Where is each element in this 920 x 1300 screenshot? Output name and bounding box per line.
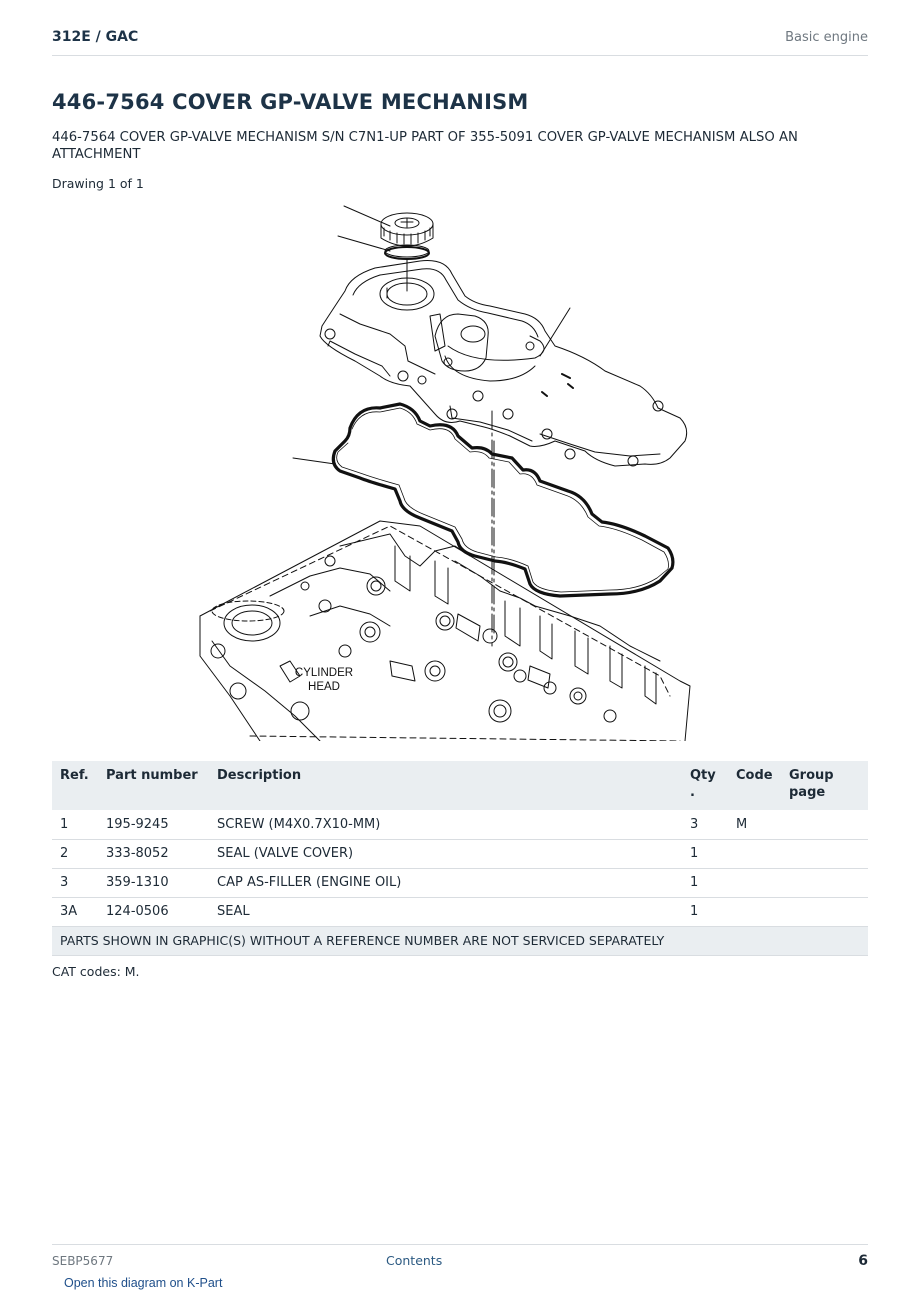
header-code: Code <box>736 768 773 783</box>
table-row <box>52 897 868 926</box>
valve-cover-part <box>320 261 687 466</box>
header-part-number: Part number <box>106 768 198 783</box>
header-description: Description <box>217 768 302 783</box>
cell-code: M <box>728 810 781 839</box>
page-header <box>52 26 868 56</box>
cell-code <box>728 897 781 926</box>
cell-code <box>728 839 781 868</box>
cell-description: SEAL <box>209 897 682 926</box>
parts-table <box>52 761 868 956</box>
section-name: Basic engine <box>785 30 868 45</box>
cell-qty: 1 <box>682 897 728 926</box>
leader-line <box>344 206 390 226</box>
cell-qty: 1 <box>682 839 728 868</box>
leader-line <box>293 458 335 464</box>
table-header-row <box>52 761 868 810</box>
contents-link[interactable]: Contents <box>386 1253 443 1268</box>
document-id: SEBP5677 <box>52 1254 114 1268</box>
cell-ref: 3A <box>52 897 98 926</box>
open-in-kpart-link[interactable]: Open this diagram on K-Part <box>64 1276 223 1290</box>
cylinder-head-part <box>200 521 690 741</box>
cell-ref: 1 <box>52 810 98 839</box>
cell-group-page <box>781 868 868 897</box>
cell-part-number: 124-0506 <box>98 897 209 926</box>
header-ref: Ref. <box>60 768 89 783</box>
cell-group-page <box>781 839 868 868</box>
page-number: 6 <box>858 1253 868 1269</box>
page-footer <box>52 1244 868 1272</box>
page-title: 446-7564 COVER GP-VALVE MECHANISM <box>52 90 529 114</box>
cell-description: SCREW (M4X0.7X10-MM) <box>209 810 682 839</box>
cell-part-number: 359-1310 <box>98 868 209 897</box>
cell-qty: 3 <box>682 810 728 839</box>
leader-line <box>540 308 570 356</box>
filler-cap-part <box>381 213 433 291</box>
cell-group-page <box>781 897 868 926</box>
exploded-view-drawing <box>190 196 730 741</box>
machine-model: 312E / GAC <box>52 29 139 45</box>
header-group-page: Group page <box>789 768 834 800</box>
table-row <box>52 868 868 897</box>
cylinder-head-label-line2: HEAD <box>308 681 340 693</box>
cat-codes-note: CAT codes: M. <box>52 964 140 979</box>
cell-ref: 2 <box>52 839 98 868</box>
cell-group-page <box>781 810 868 839</box>
drawing-counter: Drawing 1 of 1 <box>52 176 144 191</box>
cell-code <box>728 868 781 897</box>
table-note-row <box>52 926 868 955</box>
header-qty: Qty . <box>690 768 716 800</box>
parts-diagram <box>190 196 730 741</box>
cell-part-number: 333-8052 <box>98 839 209 868</box>
cell-ref: 3 <box>52 868 98 897</box>
table-row <box>52 839 868 868</box>
page-subtitle: 446-7564 COVER GP-VALVE MECHANISM S/N C7N1-UP PART OF 355-5091 COVER GP-VALVE MECHANISM ALSO AN ATTACHMENT <box>52 130 798 162</box>
table-note: PARTS SHOWN IN GRAPHIC(S) WITHOUT A REFERENCE NUMBER ARE NOT SERVICED SEPARATELY <box>52 926 868 955</box>
table-row <box>52 810 868 839</box>
cylinder-head-label-line1: CYLINDER <box>294 667 354 679</box>
cell-qty: 1 <box>682 868 728 897</box>
cell-description: CAP AS-FILLER (ENGINE OIL) <box>209 868 682 897</box>
cell-description: SEAL (VALVE COVER) <box>209 839 682 868</box>
cell-part-number: 195-9245 <box>98 810 209 839</box>
